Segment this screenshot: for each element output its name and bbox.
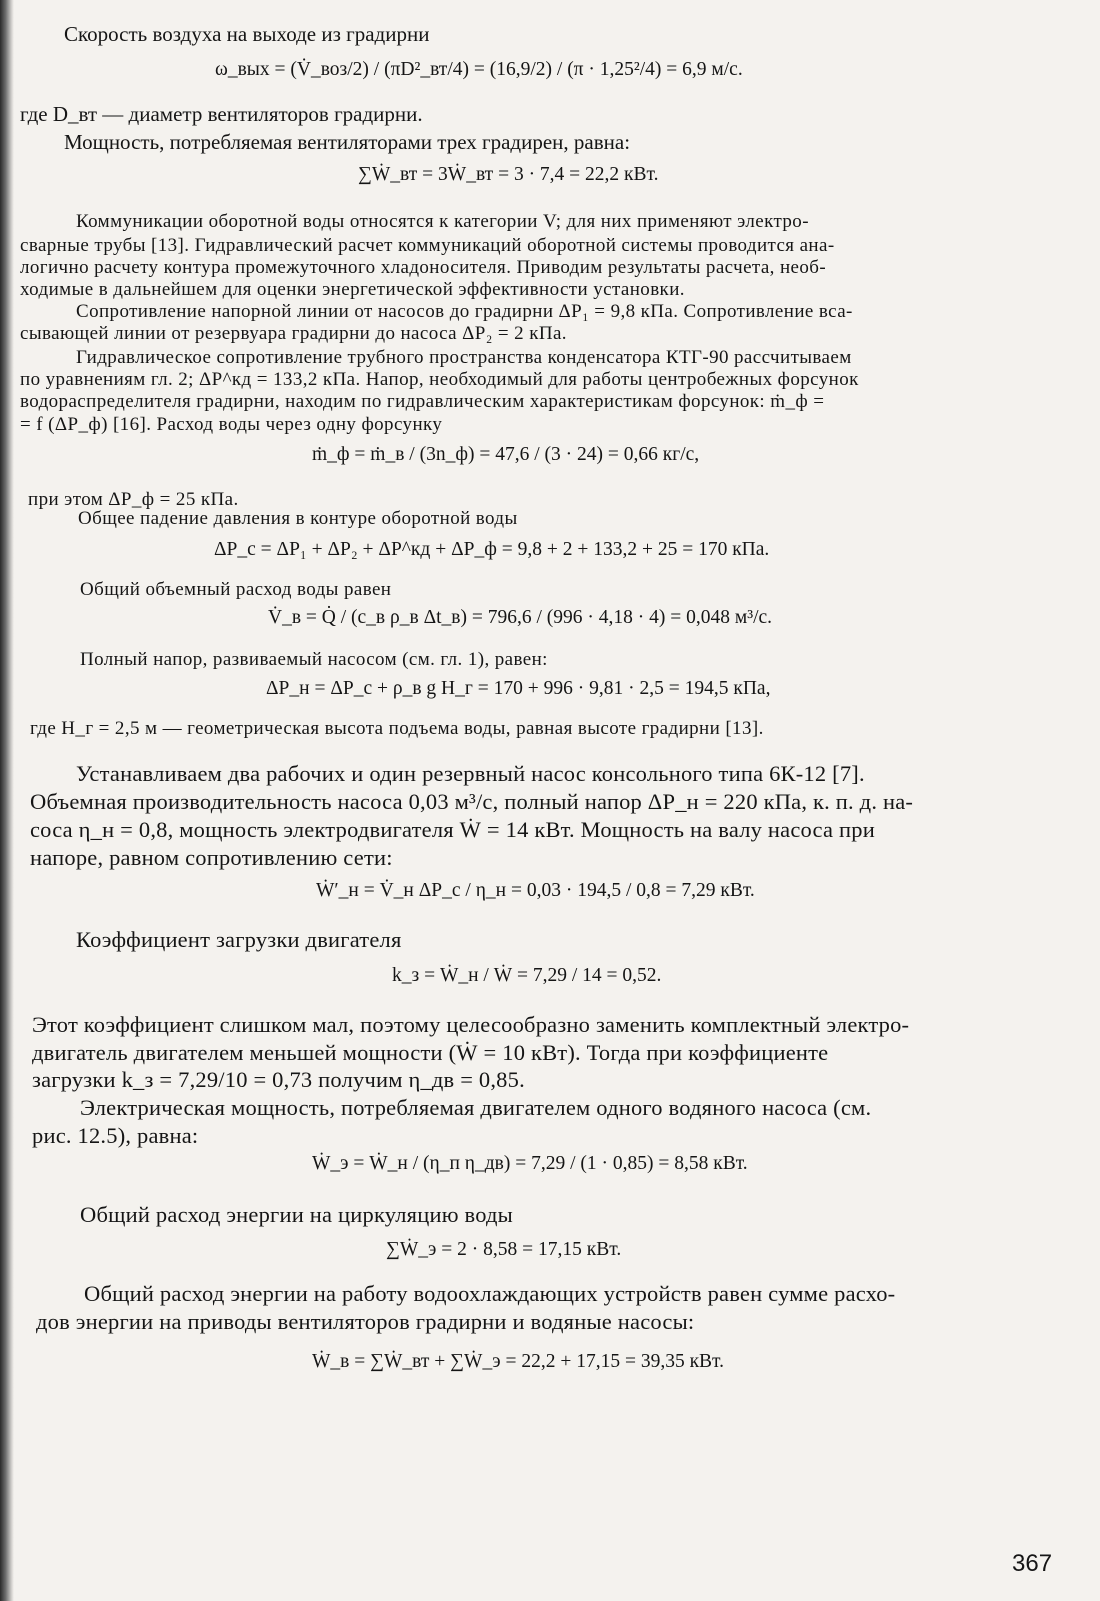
formula-fan-power: ∑Ẇ_вт = 3Ẇ_вт = 3 · 7,4 = 22,2 кВт. <box>358 164 659 185</box>
text-line: Общий расход энергии на циркуляцию воды <box>80 1202 513 1227</box>
formula-electric-power: Ẇ_э = Ẇ_н / (η_п η_дв) = 7,29 / (1 · 0,85) = 8,58 кВт. <box>312 1153 748 1174</box>
formula-circulation-energy: ∑Ẇ_э = 2 · 8,58 = 17,15 кВт. <box>386 1239 622 1260</box>
formula-shaft-power: Ẇ′_н = V̇_н ΔP_с / η_н = 0,03 · 194,5 / 0,8 = 7,29 кВт. <box>316 880 755 901</box>
text-line: Электрическая мощность, потребляемая двигателем одного водяного насоса (см. <box>80 1095 872 1120</box>
text-line: Общий расход энергии на работу водоохлаждающих устройств равен сумме расхо- <box>84 1281 896 1306</box>
formula-air-velocity: ω_вых = (V̇_воз/2) / (πD²_вт/4) = (16,9/2) / (π · 1,25²/4) = 6,9 м/с. <box>215 59 743 80</box>
text-line: Сопротивление напорной линии от насосов до градирни ΔP₁ = 9,8 кПа. Сопротивление вса- <box>76 301 853 322</box>
text-line: логично расчету контура промежуточного хладоносителя. Приводим результаты расчета, необ- <box>20 257 827 278</box>
formula-nozzle-flow: ṁ_ф = ṁ_в / (3n_ф) = 47,6 / (3 · 24) = 0,66 кг/с, <box>312 444 700 465</box>
formula-total-head: ΔP_н = ΔP_с + ρ_в g H_г = 170 + 996 · 9,81 · 2,5 = 194,5 кПа, <box>266 678 771 699</box>
text-line: Этот коэффициент слишком мал, поэтому целесообразно заменить комплектный электро- <box>32 1012 910 1037</box>
page-number: 367 <box>1012 1550 1053 1577</box>
formula-load-factor: k_з = Ẇ_н / Ẇ = 7,29 / 14 = 0,52. <box>392 965 662 986</box>
text-line: рис. 12.5), равна: <box>32 1123 199 1148</box>
text-line: Гидравлическое сопротивление трубного пространства конденсатора КТГ-90 рассчитываем <box>76 347 852 368</box>
text-line: Общий объемный расход воды равен <box>80 579 392 600</box>
formula-total-energy: Ẇ_в = ∑Ẇ_вт + ∑Ẇ_э = 22,2 + 17,15 = 39,35 кВт. <box>312 1351 724 1372</box>
text-line: сывающей линии от резервуара градирни до насоса ΔP₂ = 2 кПа. <box>20 323 567 344</box>
text-line: Устанавливаем два рабочих и один резервный насос консольного типа 6К-12 [7]. <box>76 761 865 786</box>
formula-pressure-drop: ΔP_с = ΔP₁ + ΔP₂ + ΔP^кд + ΔP_ф = 9,8 + 2 + 133,2 + 25 = 170 кПа. <box>214 539 770 560</box>
text-line: дов энергии на приводы вентиляторов градирни и водяные насосы: <box>36 1309 695 1334</box>
text-line: водораспределителя градирни, находим по гидравлическим характеристикам форсунок: ṁ_ф = <box>20 391 825 412</box>
text-line: ходимые в дальнейшем для оценки энергетической эффективности установки. <box>20 279 685 300</box>
text-line: Объемная производительность насоса 0,03 м³/с, полный напор ΔP_н = 220 кПа, к. п. д. на- <box>30 789 914 814</box>
text-line: Мощность, потребляемая вентиляторами трех градирен, равна: <box>64 130 631 154</box>
text-line: Коммуникации оборотной воды относятся к категории V; для них применяют электро- <box>76 211 809 232</box>
text-line: где H_г = 2,5 м — геометрическая высота подъема воды, равная высоте градирни [13]. <box>30 718 764 739</box>
text-line: при этом ΔP_ф = 25 кПа. <box>28 489 239 510</box>
text-line: соса η_н = 0,8, мощность электродвигателя Ẇ = 14 кВт. Мощность на валу насоса при <box>30 817 875 842</box>
text-line: напоре, равном сопротивлению сети: <box>30 845 393 870</box>
text-line: Скорость воздуха на выходе из градирни <box>64 22 430 46</box>
text-line: где D_вт — диаметр вентиляторов градирни. <box>20 102 423 126</box>
text-line: Общее падение давления в контуре оборотной воды <box>78 508 518 529</box>
text-line: двигатель двигателем меньшей мощности (Ẇ = 10 кВт). Тогда при коэффициенте <box>32 1040 829 1065</box>
binding-shadow <box>0 0 14 1601</box>
text-line: = f (ΔP_ф) [16]. Расход воды через одну форсунку <box>20 414 443 435</box>
text-line: Полный напор, развиваемый насосом (см. гл. 1), равен: <box>80 649 548 670</box>
text-line: по уравнениям гл. 2; ΔP^кд = 133,2 кПа. Напор, необходимый для работы центробежных форсунок <box>20 369 859 390</box>
text-line: загрузки k_з = 7,29/10 = 0,73 получим η_дв = 0,85. <box>32 1067 525 1092</box>
text-line: сварные трубы [13]. Гидравлический расчет коммуникаций оборотной системы проводится ана- <box>20 235 835 256</box>
text-line: Коэффициент загрузки двигателя <box>76 927 402 952</box>
formula-volume-flow: V̇_в = Q̇ / (c_в ρ_в Δt_в) = 796,6 / (996 · 4,18 · 4) = 0,048 м³/с. <box>268 607 773 628</box>
